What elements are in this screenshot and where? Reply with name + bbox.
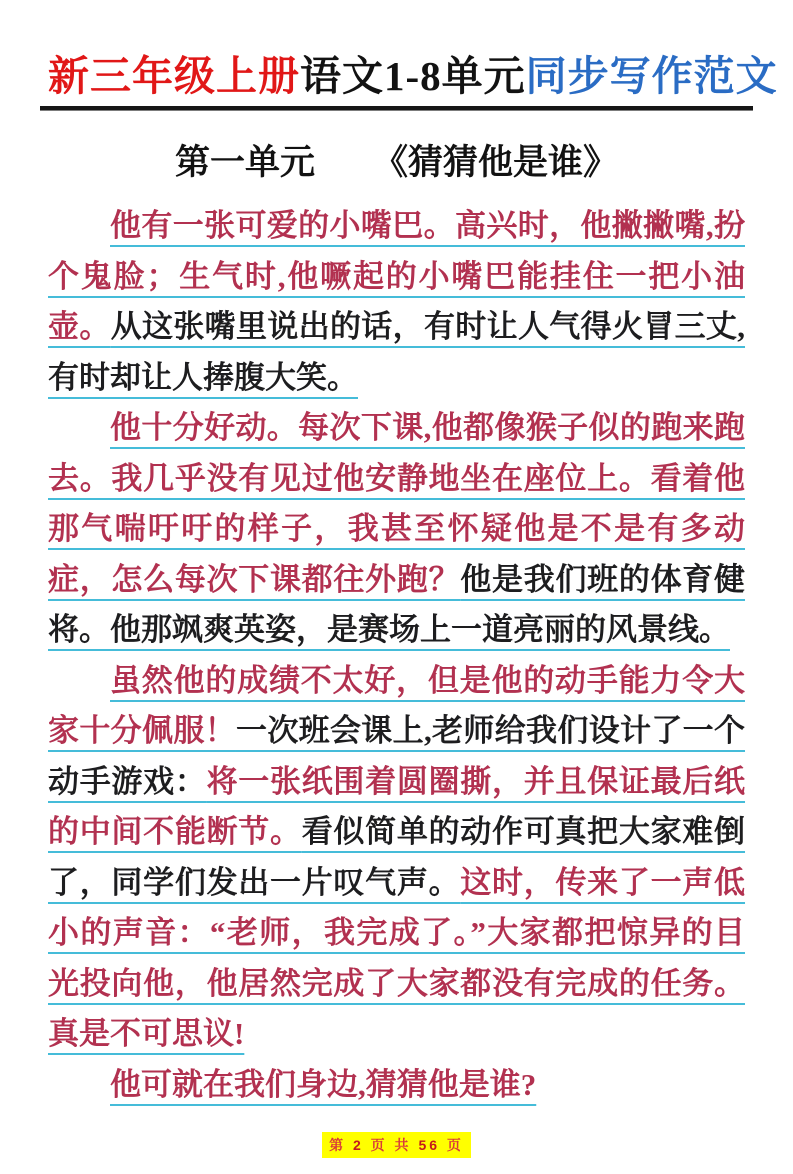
- red-text-segment: 这时，传来了一声低小的声音：“老师，我完成了。”大家都把惊异的目光投向他，他居然完成了大家都没有完成的任务。真是不可思议!: [48, 864, 746, 1052]
- unit-number: 第一单元: [174, 143, 315, 183]
- footer-suffix: 页: [446, 1137, 464, 1153]
- title-underline-rule: [40, 106, 753, 111]
- document-page: [0, 52, 793, 1174]
- title-red-segment: 新三年级上册: [48, 53, 300, 99]
- black-text-segment: 他是我们班的体育健将。他那飒爽英姿，是赛场上一道亮丽的风景线。: [48, 561, 746, 648]
- title-blue-segment: 同步写作范文: [525, 53, 778, 99]
- footer-prefix: 第: [329, 1137, 347, 1153]
- footer-total-label: 共: [394, 1137, 412, 1153]
- black-text-segment: 一次班会课上,老师给我们设计了一个动手游戏：: [48, 713, 746, 799]
- current-page-number: 2: [352, 1137, 364, 1153]
- page-footer: [0, 1132, 793, 1158]
- unit-heading: [0, 135, 793, 185]
- red-text-segment: 将一张纸围着圆圈撕，并且保证最后纸的中间不能断节。: [48, 763, 746, 850]
- page-number-badge: [322, 1132, 471, 1158]
- paragraph: [48, 403, 745, 656]
- paragraph: [48, 656, 745, 1060]
- red-text-segment: 他有一张可爱的小嘴巴。高兴时，他撇撇嘴,扮个鬼脸；生气时,他噘起的小嘴巴能挂住一把小油壶。: [48, 208, 745, 345]
- title-black-segment: 语文1-8单元: [300, 53, 526, 99]
- red-text-segment: 他十分好动。每次下课,他都像猴子似的跑来跑去。我几乎没有见过他安静地坐在座位上。看着他那气喘吁吁的样子，我甚至怀疑他是不是有多动症，怎么每次下课都往外跑？: [48, 410, 745, 597]
- footer-page-label: 页: [370, 1137, 388, 1153]
- essay-title: 《猜猜他是谁》: [373, 143, 619, 183]
- paragraph: [48, 1060, 745, 1111]
- paragraph: [48, 201, 745, 403]
- total-page-number: 56: [418, 1137, 441, 1153]
- black-text-segment: 从这张嘴里说出的话，有时让人气得火冒三丈,有时却让人捧腹大笑。: [48, 309, 746, 395]
- document-title: [48, 52, 778, 101]
- black-text-segment: 看似简单的动作可真把大家难倒了，同学们发出一片叹气声。: [48, 814, 746, 900]
- essay-body: [48, 201, 745, 1110]
- red-text-segment: 他可就在我们身边,猜猜他是谁?: [110, 1066, 537, 1102]
- red-text-segment: 虽然他的成绩不太好，但是他的动手能力令大家十分佩服！: [48, 662, 745, 749]
